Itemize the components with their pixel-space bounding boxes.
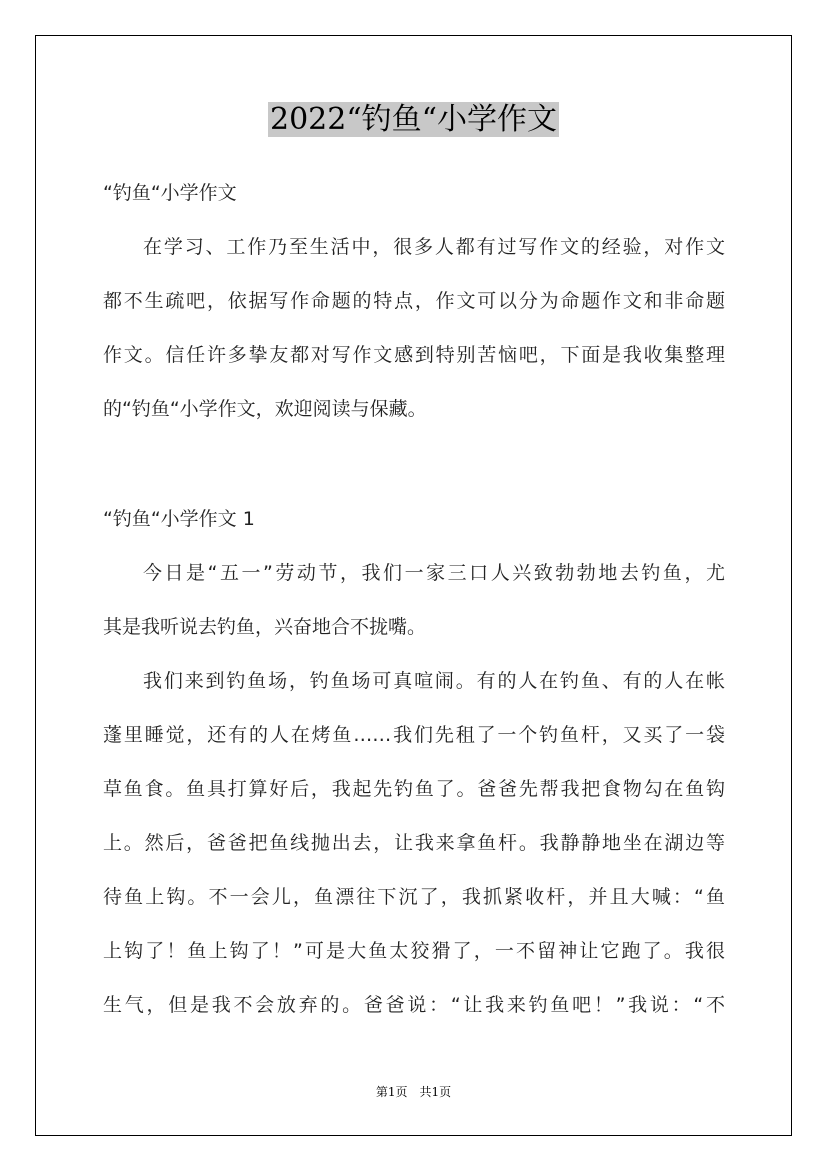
paragraph-line: 蓬里睡觉，还有的人在烤鱼……我们先租了一个钓鱼杆，又买了一袋 xyxy=(103,724,725,746)
paragraph-line: 生气，但是我不会放弃的。爸爸说：“让我来钓鱼吧！”我说：“不 xyxy=(103,994,725,1016)
intro-block xyxy=(103,166,725,436)
subtitle: “钓鱼“小学作文 xyxy=(103,182,237,204)
paragraph-line: 今日是“五一”劳动节，我们一家三口人兴致勃勃地去钓鱼，尤 xyxy=(143,562,725,584)
paragraph-line: 上钩了！鱼上钩了！”可是大鱼太狡猾了，一不留神让它跑了。我很 xyxy=(103,940,725,962)
paragraph-line: 草鱼食。鱼具打算好后，我起先钓鱼了。爸爸先帮我把食物勾在鱼钩 xyxy=(103,778,725,800)
intro-line: 的“钓鱼“小学作文，欢迎阅读与保藏。 xyxy=(103,398,427,420)
intro-line: 都不生疏吧，依据写作命题的特点，作文可以分为命题作文和非命题 xyxy=(103,290,725,312)
page-total: 共1页 xyxy=(419,1085,452,1099)
section-heading: “钓鱼“小学作文 1 xyxy=(103,508,255,530)
paragraph-line: 其是我听说去钓鱼，兴奋地合不拢嘴。 xyxy=(103,616,427,638)
paragraph-line: 上。然后，爸爸把鱼线抛出去，让我来拿鱼杆。我静静地坐在湖边等 xyxy=(103,832,725,854)
page-footer xyxy=(0,1083,827,1100)
document-title-text: 2022“钓鱼“小学作文 xyxy=(269,102,558,137)
document-title xyxy=(0,98,827,142)
section-block xyxy=(103,492,725,1032)
intro-line: 在学习、工作乃至生活中，很多人都有过写作文的经验，对作文 xyxy=(143,236,725,258)
intro-line: 作文。信任许多挚友都对写作文感到特别苦恼吧，下面是我收集整理 xyxy=(103,344,725,366)
page-number: 第1页 xyxy=(375,1085,408,1099)
paragraph-line: 我们来到钓鱼场，钓鱼场可真喧闹。有的人在钓鱼、有的人在帐 xyxy=(143,670,725,692)
paragraph-line: 待鱼上钩。不一会儿，鱼漂往下沉了，我抓紧收杆，并且大喊：“鱼 xyxy=(103,886,725,908)
